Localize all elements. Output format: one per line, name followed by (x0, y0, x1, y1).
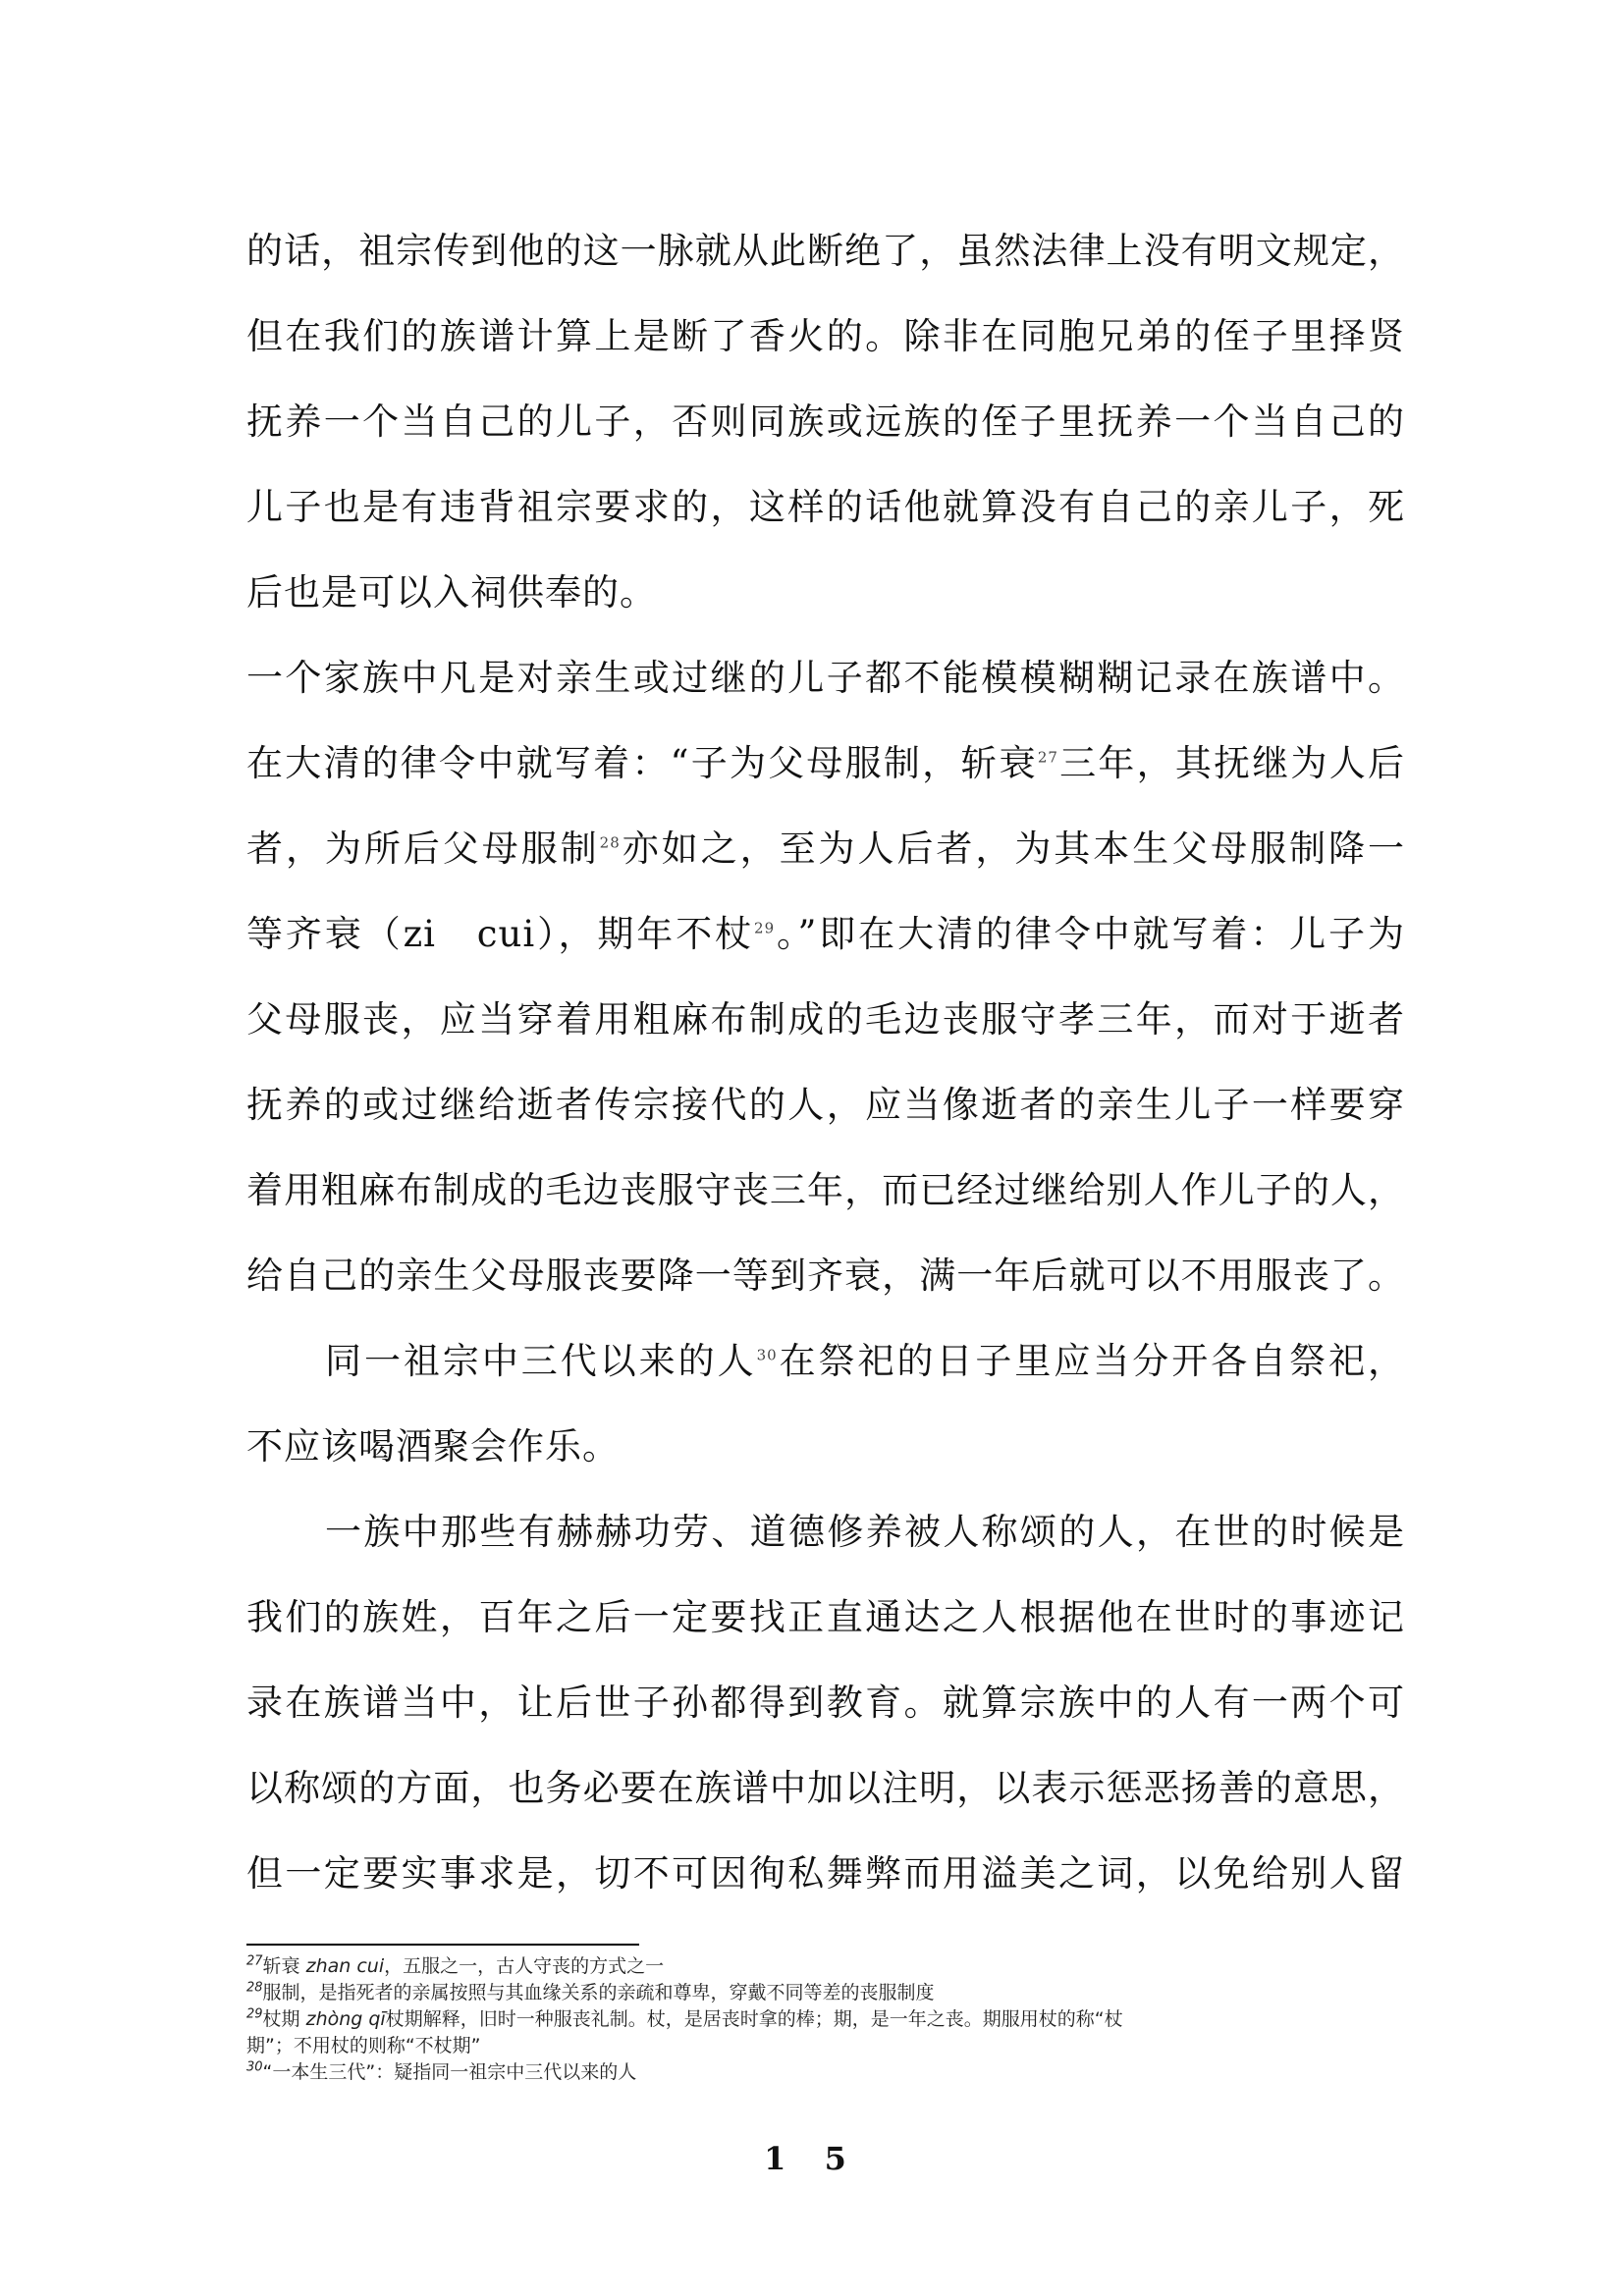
text-run: 亦如之，至为人后者，为其本生父母服制降一 (620, 828, 1406, 870)
footnote-ref-27[interactable]: 27 (1037, 748, 1058, 767)
footnote-ref-28[interactable]: 28 (599, 833, 621, 852)
text-line: 抚养一个当自己的儿子，否则同族或远族的侄子里抚养一个当自己的 (246, 400, 1405, 443)
footnote-number: 30 (246, 2059, 263, 2075)
footnote-pinyin: zhan cui (305, 1955, 385, 1977)
text-run: 在祭祀的日子里应当分开各自祭祀， (777, 1340, 1406, 1382)
text-line: 录在族谱当中，让后世子孙都得到教育。就算宗族中的人有一两个可 (246, 1682, 1405, 1724)
footnote-number: 29 (246, 2006, 263, 2022)
text-line: 父母服丧，应当穿着用粗麻布制成的毛边丧服守孝三年，而对于逝者 (246, 998, 1405, 1041)
footnote-head: 斩衰 (262, 1955, 306, 1977)
text-line (246, 721, 1405, 806)
footnotes (246, 1953, 1405, 2086)
footnote-number: 27 (246, 1953, 263, 1969)
text-run: 。”即在大清的律令中就写着：儿子为 (775, 913, 1405, 955)
paragraph-4 (246, 1489, 1405, 1916)
footnote-text: 服制，是指死者的亲属按照与其血缘关系的亲疏和尊卑，穿戴不同等差的丧服制度 (262, 1982, 935, 2003)
footnote-text: 杖期解释，旧时一种服丧礼制。杖，是居丧时拿的棒；期，是一年之丧。期服用杖的称“杖 (385, 2008, 1123, 2030)
text-line: 后也是可以入祠供奉的。 (246, 571, 657, 614)
footnote-ref-29[interactable]: 29 (754, 919, 776, 937)
text-line (246, 1318, 1405, 1404)
footnote-text: 期”；不用杖的则称“不杖期” (246, 2035, 481, 2056)
footnote-pinyin: zhòng qī (305, 2008, 386, 2030)
footnote-27 (246, 1953, 1405, 1980)
paragraph-2 (246, 635, 1405, 1318)
text-run: 在大清的律令中就写着：“子为父母服制，斩衰 (246, 742, 1038, 784)
text-line: 一族中那些有赫赫功劳、道德修养被人称颂的人，在世的时候是 (325, 1511, 1405, 1553)
text-run: 三年，其抚继为人后 (1057, 742, 1406, 784)
text-line: 但一定要实事求是，切不可因徇私舞弊而用溢美之词，以免给别人留 (246, 1852, 1405, 1895)
text-line: 我们的族姓，百年之后一定要找正直通达之人根据他在世时的事迹记 (246, 1596, 1405, 1638)
body-text (246, 208, 1405, 1916)
footnote-text: “一本生三代”：疑指同一祖宗中三代以来的人 (262, 2061, 637, 2083)
text-line: 但在我们的族谱计算上是断了香火的。除非在同胞兄弟的侄子里择贤 (246, 315, 1405, 357)
text-line: 给自己的亲生父母服丧要降一等到齐衰，满一年后就可以不用服丧了。 (246, 1255, 1405, 1297)
text-line (246, 806, 1405, 891)
footnote-separator (246, 1944, 639, 1946)
footnote-text: ，五服之一，古人守丧的方式之一 (384, 1955, 665, 1977)
paragraph-3 (246, 1318, 1405, 1489)
footnote-30 (246, 2059, 1405, 2086)
text-line: 着用粗麻布制成的毛边丧服守丧三年，而已经过继给别人作儿子的人， (246, 1169, 1405, 1211)
text-run: 者，为所后父母服制 (246, 828, 600, 870)
text-run: 同一祖宗中三代以来的人 (325, 1340, 757, 1382)
footnote-28 (246, 1980, 1405, 2006)
text-line: 抚养的或过继给逝者传宗接代的人，应当像逝者的亲生儿子一样要穿 (246, 1084, 1405, 1126)
page-number: 1 5 (764, 2140, 860, 2177)
text-line: 的话，祖宗传到他的这一脉就从此断绝了，虽然法律上没有明文规定， (246, 230, 1405, 272)
text-line: 以称颂的方面，也务必要在族谱中加以注明，以表示惩恶扬善的意思， (246, 1767, 1405, 1809)
text-run: 等齐衰（zi cui），期年不杖 (246, 913, 755, 955)
text-line: 不应该喝酒聚会作乐。 (246, 1425, 620, 1468)
paragraph-1 (246, 208, 1405, 635)
text-line: 儿子也是有违背祖宗要求的，这样的话他就算没有自己的亲儿子，死 (246, 486, 1405, 528)
footnote-29-continued (246, 2033, 1405, 2059)
footnote-29 (246, 2006, 1405, 2033)
text-line (246, 891, 1405, 977)
footnote-number: 28 (246, 1980, 263, 1996)
footnote-ref-30[interactable]: 30 (756, 1346, 778, 1364)
footnote-head: 杖期 (262, 2008, 306, 2030)
text-line: 一个家族中凡是对亲生或过继的儿子都不能模模糊糊记录在族谱中。 (246, 657, 1405, 699)
